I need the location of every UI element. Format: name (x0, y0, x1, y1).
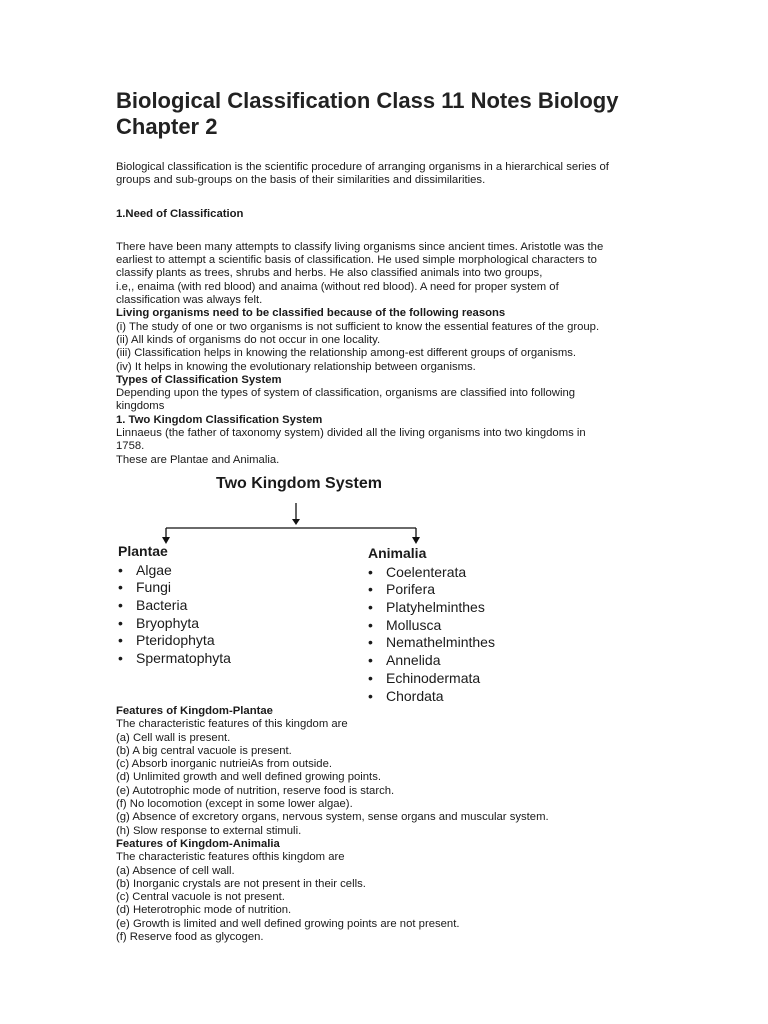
body-text-line: (h) Slow response to external stimuli. (116, 824, 302, 837)
body-text-line: The characteristic features ofthis kingdom are (116, 851, 345, 864)
animalia-list-item: • Chordata (368, 688, 495, 706)
section-heading: Features of Kingdom-Plantae (116, 704, 273, 717)
body-text-line: (e) Autotrophic mode of nutrition, reserve food is starch. (116, 784, 395, 797)
body-text-line: kingdoms (116, 400, 165, 413)
plantae-list-item: • Pteridophyta (118, 632, 231, 650)
connector-arrowhead-right (412, 537, 420, 544)
body-text-line: (iv) It helps in knowing the evolutionary relationship between organisms. (116, 360, 476, 373)
body-text-line: 1758. (116, 440, 145, 453)
body-text-line: (d) Heterotrophic mode of nutrition. (116, 904, 292, 917)
section-heading: 1. Two Kingdom Classification System (116, 413, 323, 426)
intro-paragraph (116, 161, 656, 188)
intro-line: Biological classification is the scientific procedure of arranging organisms in a hierarchical series of (116, 161, 609, 173)
two-kingdom-diagram (116, 467, 656, 703)
plantae-column (118, 543, 231, 668)
body-text-line: earliest to attempt a scientific basis of classification. He used simple morphological characters to (116, 254, 597, 267)
body-text-line: (ii) All kinds of organisms do not occur in one locality. (116, 333, 381, 346)
animalia-list (368, 564, 495, 706)
body-text-line: (e) Growth is limited and well defined growing points are not present. (116, 917, 460, 930)
body-text-line: There have been many attempts to classify living organisms since ancient times. Aristotle was the (116, 240, 604, 253)
plantae-list-item: • Spermatophyta (118, 650, 231, 668)
animalia-list-item: • Platyhelminthes (368, 599, 495, 617)
animalia-heading: Animalia (368, 544, 427, 561)
body-text-line: (c) Central vacuole is not present. (116, 891, 285, 904)
animalia-list-item: • Mollusca (368, 617, 495, 635)
connector-arrowhead-center (292, 519, 300, 525)
diagram-title: Two Kingdom System (216, 474, 382, 492)
animalia-list-item: • Annelida (368, 652, 495, 670)
plantae-list-item: • Bryophyta (118, 615, 231, 633)
body-text-line: (c) Absorb inorganic nutrieiAs from outside. (116, 758, 332, 771)
section-heading-need: 1.Need of Classification (116, 207, 244, 220)
text-block-features (116, 705, 656, 944)
animalia-list-item: • Coelenterata (368, 564, 495, 582)
body-text-line: i.e,, enaima (with red blood) and anaima (without red blood). A need for proper system of (116, 280, 559, 293)
document-content (116, 88, 656, 944)
body-text-line: (f) No locomotion (except in some lower algae). (116, 798, 353, 811)
body-text-line: (a) Cell wall is present. (116, 731, 231, 744)
intro-line: groups and sub-groups on the basis of their similarities and dissimilarities. (116, 174, 486, 187)
body-text-line: These are Plantae and Animalia. (116, 453, 280, 466)
section-heading: Living organisms need to be classified because of the following reasons (116, 307, 506, 320)
plantae-heading: Plantae (118, 542, 168, 559)
text-block-need (116, 241, 656, 467)
section-heading: Features of Kingdom-Animalia (116, 837, 280, 850)
animalia-list-item: • Porifera (368, 581, 495, 599)
body-text-line: classify plants as trees, shrubs and herbs. He also classified animals into two groups, (116, 267, 543, 280)
body-text-line: Depending upon the types of system of classification, organisms are classified into following (116, 387, 576, 400)
body-text-line: (g) Absence of excretory organs, nervous system, sense organs and muscular system. (116, 811, 549, 824)
body-text-line: Linnaeus (the father of taxonomy system) divided all the living organisms into two kingdoms in (116, 427, 586, 440)
body-text-line: (b) A big central vacuole is present. (116, 744, 292, 757)
body-text-line: (f) Reserve food as glycogen. (116, 930, 264, 943)
body-text-line: (d) Unlimited growth and well defined growing points. (116, 771, 381, 784)
body-text-line: (iii) Classification helps in knowing the relationship among-est different groups of organisms. (116, 347, 577, 360)
body-text-line: (i) The study of one or two organisms is not sufficient to know the essential features of the group. (116, 320, 600, 333)
plantae-list-item: • Fungi (118, 579, 231, 597)
animalia-list-item: • Echinodermata (368, 670, 495, 688)
section-heading: Types of Classification System (116, 373, 282, 386)
body-text-line: The characteristic features of this kingdom are (116, 718, 348, 731)
body-text-line: (b) Inorganic crystals are not present in their cells. (116, 877, 366, 890)
body-text-line: classification was always felt. (116, 294, 263, 307)
plantae-list-item: • Bacteria (118, 597, 231, 615)
animalia-column (368, 545, 495, 705)
page-title: Biological Classification Class 11 Notes Biology Chapter 2 (116, 88, 619, 139)
plantae-list-item: • Algae (118, 562, 231, 580)
animalia-list-item: • Nemathelminthes (368, 634, 495, 652)
plantae-list (118, 562, 231, 668)
body-text-line: (a) Absence of cell wall. (116, 864, 235, 877)
